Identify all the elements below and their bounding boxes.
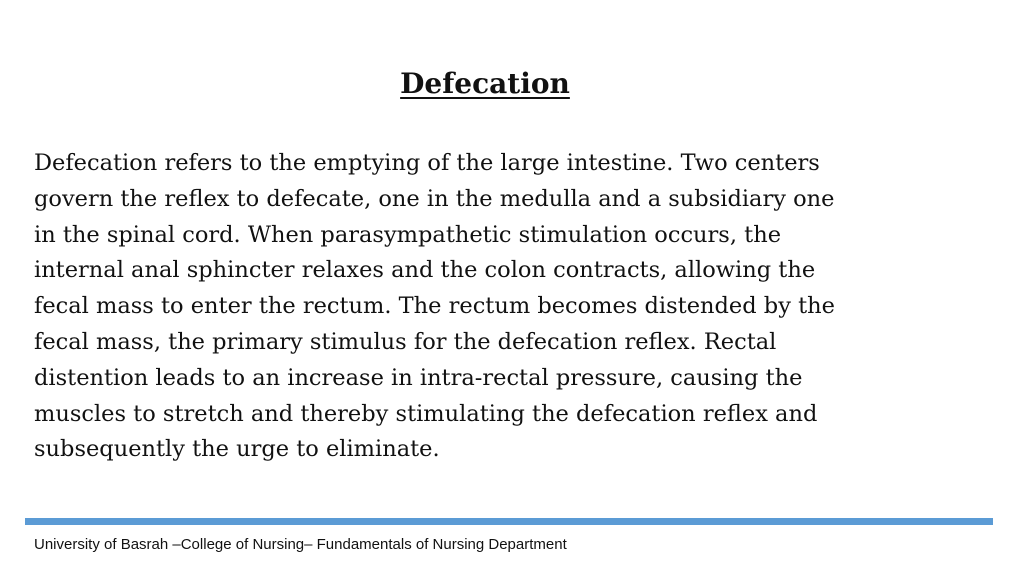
footer-divider-bar: [25, 518, 993, 525]
slide-body-text: Defecation refers to the emptying of the large intestine. Two centers govern the reflex to defecate, one in the medulla and a subsidiary one in the spinal cord. When parasympathetic stimulation occurs, the internal anal sphincter relaxes and the colon contracts, allowing the fecal mass to enter the rectum. The rectum becomes distended by the fecal mass, the primary stimulus for the defecation reflex. Rectal distention leads to an increase in intra-rectal pressure, causing the muscles to stretch and thereby stimulating the defecation reflex and subsequently the urge to eliminate.: [34, 150, 835, 463]
footer-text: University of Basrah –College of Nursing– Fundamentals of Nursing Department: [34, 536, 567, 553]
slide-title: Defecation: [400, 67, 570, 100]
